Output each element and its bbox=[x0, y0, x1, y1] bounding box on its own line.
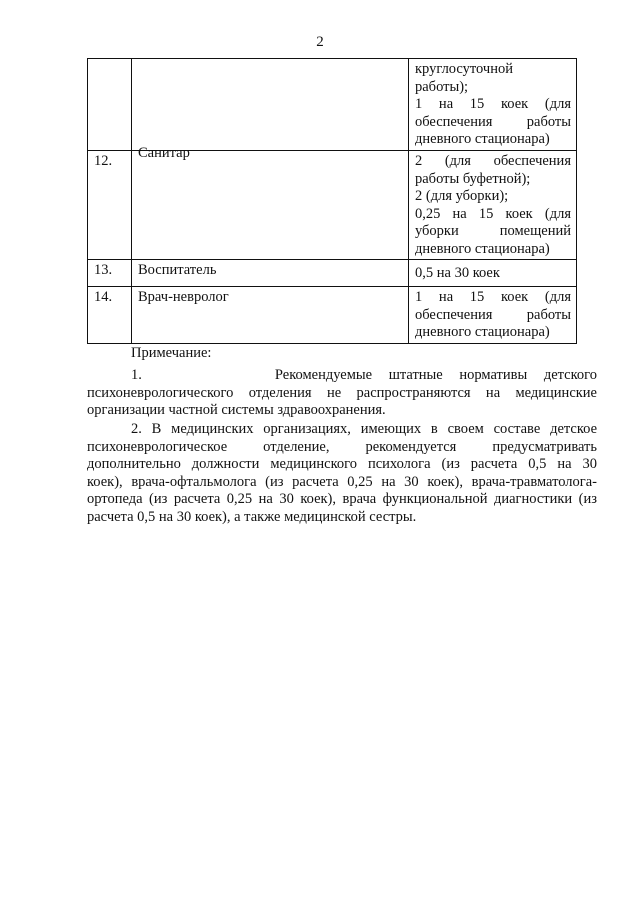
paragraph-line: организации частной системы здравоохранения. bbox=[87, 402, 386, 419]
row-number: 14. bbox=[88, 287, 132, 344]
note-paragraph-2 bbox=[87, 421, 597, 527]
staff-norm bbox=[409, 59, 577, 151]
norm-line: обеспечения работы bbox=[415, 306, 571, 323]
position-name bbox=[132, 59, 409, 151]
staff-norm bbox=[409, 260, 577, 287]
norm-line: работы буфетной); bbox=[415, 170, 531, 187]
paragraph-line: 2. В медицинских организациях, имеющих в своем составе детское bbox=[131, 421, 597, 437]
table-row bbox=[88, 59, 577, 151]
row-number: 12. bbox=[88, 151, 132, 260]
staffing-table bbox=[87, 58, 577, 344]
norm-line: уборки помещений bbox=[415, 223, 571, 239]
paragraph-line: ортопеда (из расчета 0,25 на 30 коек), врача функциональной диагностики (из bbox=[87, 491, 597, 508]
norm-line: работы); bbox=[415, 78, 469, 95]
page-number: 2 bbox=[316, 34, 324, 50]
paragraph-line: дополнительно должности медицинского психолога (из расчета 0,5 на 30 bbox=[87, 456, 597, 473]
staff-norm bbox=[409, 287, 577, 344]
norm-line: 0,25 на 15 коек (для bbox=[415, 205, 571, 222]
norm-line: дневного стационара) bbox=[415, 131, 550, 147]
row-number bbox=[88, 59, 132, 151]
paragraph-line: коек), врача-офтальмолога (из расчета 0,25 на 30 коек), врача-травматолога- bbox=[87, 473, 597, 490]
staff-norm bbox=[409, 151, 577, 260]
norm-line: 2 (для уборки); bbox=[415, 188, 509, 204]
paragraph-line: психоневрологическое отделение, рекомендуется предусматривать bbox=[87, 438, 597, 455]
note-title: Примечание: bbox=[131, 345, 212, 361]
norm-line: обеспечения работы bbox=[415, 113, 571, 130]
norm-line: 1 на 15 коек (для bbox=[415, 96, 571, 112]
position-label: Санитар bbox=[138, 145, 190, 161]
table-row bbox=[88, 287, 577, 344]
table-row bbox=[88, 151, 577, 260]
table-row bbox=[88, 260, 577, 287]
norm-line: дневного стационара) bbox=[415, 324, 550, 340]
row-number: 13. bbox=[88, 260, 132, 287]
norm-line: 1 на 15 коек (для bbox=[415, 289, 571, 305]
position-name: Врач-невролог bbox=[132, 287, 409, 344]
norm-line: круглосуточной bbox=[415, 61, 513, 77]
note-paragraph-1 bbox=[87, 367, 597, 420]
position-name: Воспитатель bbox=[132, 260, 409, 287]
norm-line: дневного стационара) bbox=[415, 240, 550, 257]
position-name bbox=[132, 145, 409, 260]
paragraph-line: расчета 0,5 на 30 коек), а также медицинской сестры. bbox=[87, 508, 417, 525]
norm-line: 0,5 на 30 коек bbox=[415, 265, 500, 281]
norm-line: 2 (для обеспечения bbox=[415, 153, 571, 169]
paragraph-line: 1. Рекомендуемые штатные нормативы детского bbox=[131, 367, 597, 383]
paragraph-line: психоневрологического отделения не распространяются на медицинские bbox=[87, 384, 597, 401]
